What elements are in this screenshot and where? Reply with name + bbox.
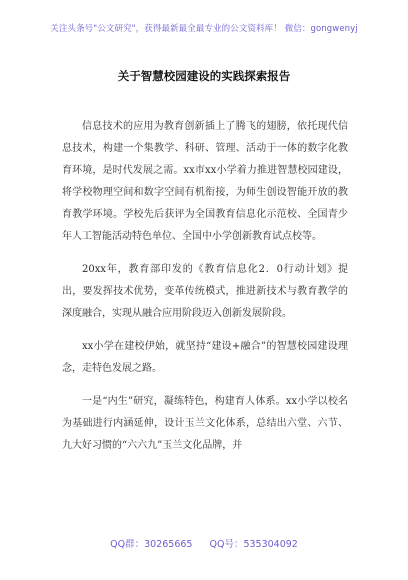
qq-group-label: QQ群：30265665 [110,539,193,550]
paragraph-policy: 20xx年，教育部印发的《教育信息化2．0行动计划》提出，要发挥技术优势，变革传统模式，推进新技术与教育教学的深度融合，实现从融合应用阶段迈入创新发展阶段。 [62,264,348,319]
document-title: 关于智慧校园建设的实践探索报告 [117,69,291,83]
paragraph-concept: xx小学在建校伊始，就坚持“建设+融合”的智慧校园建设理念，走特色发展之路。 [62,341,348,374]
contact-footer [0,536,408,550]
paragraph-intro: 信息技术的应用为教育创新插上了腾飞的翅膀，依托现代信息技术，构建一个集教学、科研、管理、活动于一体的数字化教育环境，是时代发展之需。xx市xx小学着力推进智慧校园建设，将学校物理空间和数字空间有机衔接，为师生创设智能开放的教育教学环境。学校先后获评为全国教育信息化示范校、全国青少年人工智能活动特色单位、全国中小学创新教育试点校等。 [62,121,348,242]
qq-number-label: QQ号：535304092 [209,539,298,550]
promo-header: 关注头条号"公文研究"，获得最新最全最专业的公文资料库！ 微信：gongwenyj [50,24,358,34]
paragraph-first-point: 一是“内生”研究，凝练特色，构建育人体系。xx小学以校名为基础进行内涵延伸，设计玉兰文化体系，总结出六堂、六节、九大好习惯的“六六九”玉兰文化品牌，并 [62,396,348,451]
document-body [62,116,348,468]
